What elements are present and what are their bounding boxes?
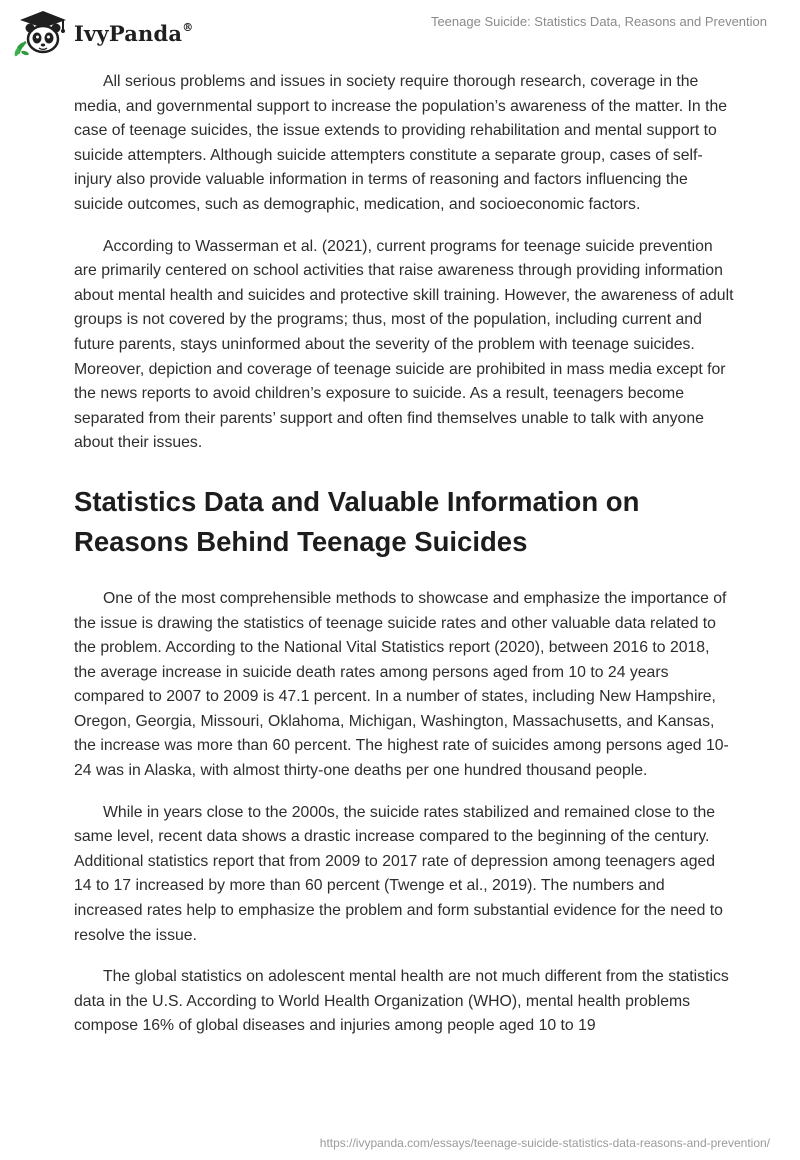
page-header — [0, 0, 800, 64]
document-title: Teenage Suicide: Statistics Data, Reasons and Prevention — [430, 14, 767, 29]
paragraph: All serious problems and issues in society require thorough research, coverage in the media, and governmental support to increase the population’s awareness of the matter. In the case of teenage suicides, the issue extends to providing rehabilitation and mental support to suicide attempters. Although suicide attempters constitute a separate group, cases of self-injury also provide valuable information in terms of reasoning and factors influencing the suicide outcomes, such as demographic, medication, and socioeconomic factors. — [74, 73, 728, 213]
section-heading: Statistics Data and Valuable Information on Reasons Behind Teenage Suicides — [74, 485, 640, 557]
panda-graduate-icon — [12, 8, 70, 58]
paragraph: According to Wasserman et al. (2021), current programs for teenage suicide prevention are primarily centered on school activities that raise awareness through providing information about mental health and suicides and protective skill training. However, the awareness of adult groups is not covered by the programs; thus, most of the population, including current and future parents, stays uninformed about the severity of the problem with teenage suicides. Moreover, depiction and coverage of teenage suicide are prohibited in mass media except for the news reports to avoid children’s exposure to suicide. As a result, teenagers become separated from their parents’ support and often find themselves unable to talk with anyone about their issues. — [74, 237, 734, 452]
source-url[interactable]: https://ivypanda.com/essays/teenage-suicide-statistics-data-reasons-and-prevention/ — [319, 1136, 770, 1150]
paragraph: One of the most comprehensible methods to showcase and emphasize the importance of the issue is drawing the statistics of teenage suicide rates and other valuable data related to the problem. According to the National Vital Statistics report (2020), between 2016 to 2018, the average increase in suicide death rates among persons aged from 10 to 24 years compared to 2007 to 2009 is 47.1 percent. In a number of states, including New Hampshire, Oregon, Georgia, Missouri, Oklahoma, Michigan, Washington, Massachusetts, and Kansas, the increase was more than 60 percent. The highest rate of suicides among persons aged 10-24 was in Alaska, with almost thirty-one deaths per one hundred thousand people. — [74, 589, 729, 780]
paragraph: While in years close to the 2000s, the suicide rates stabilized and remained close to the same level, recent data shows a drastic increase compared to the beginning of the century. Additional statistics report that from 2009 to 2017 rate of depression among teenagers aged 14 to 17 increased by more than 60 percent (Twenge et al., 2019). The numbers and increased rates help to emphasize the problem and form substantial evidence for the need to resolve the issue. — [74, 803, 723, 944]
article-body — [74, 70, 734, 1056]
paragraph: The global statistics on adolescent mental health are not much different from the statistics data in the U.S. According to World Health Organization (WHO), mental health problems compose 16% of global diseases and injuries among people aged 10 to 19 — [74, 968, 729, 1035]
brand-name: IvyPanda® — [74, 20, 194, 46]
ivypanda-logo[interactable] — [12, 8, 193, 58]
